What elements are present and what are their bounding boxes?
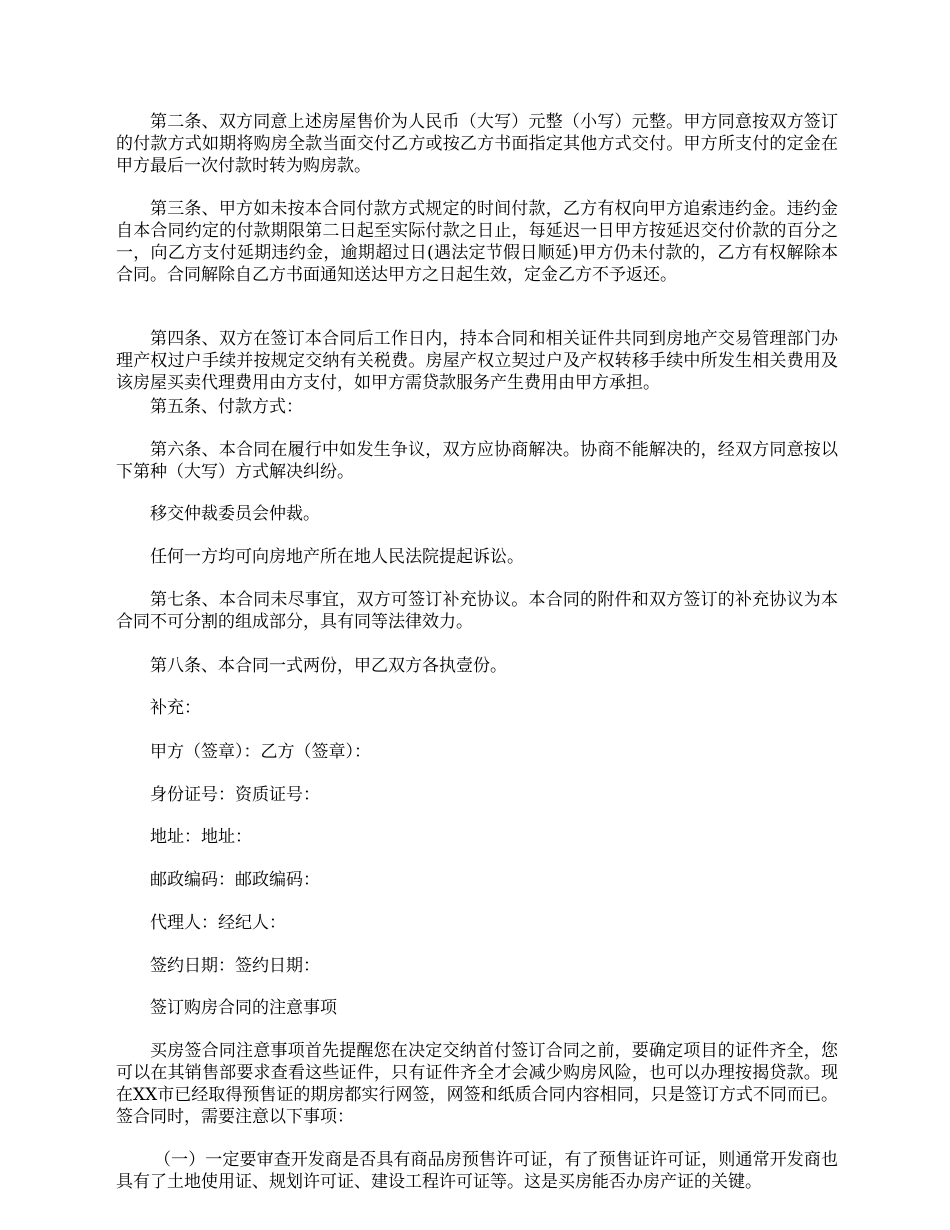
article-6-paragraph: 第六条、本合同在履行中如发生争议，双方应协商解决。协商不能解决的，经双方同意按以下第种（大写）方式解决纠纷。 [116, 440, 838, 482]
article-8-paragraph: 第八条、本合同一式两份，甲乙双方各执壹份。 [150, 656, 507, 676]
agent-line: 代理人：经纪人： [150, 913, 286, 933]
postcode-line: 邮政编码：邮政编码： [150, 870, 320, 890]
arbitration-option: 移交仲裁委员会仲裁。 [150, 504, 320, 524]
article-7-paragraph: 第七条、本合同未尽事宜，双方可签订补充协议。本合同的附件和双方签订的补充协议为本合同不可分割的组成部分，具有同等法律效力。 [116, 590, 838, 632]
article-4-paragraph: 第四条、双方在签订本合同后工作日内，持本合同和相关证件共同到房地产交易管理部门办理产权过户手续并按规定交纳有关税费。房屋产权立契过户及产权转移手续中所发生相关费用及该房屋买卖代理费用由方支付，如甲方需贷款服务产生费用由甲方承担。 [116, 329, 838, 393]
item-1-paragraph: （一）一定要审查开发商是否具有商品房预售许可证，有了预售证许可证，则通常开发商也具有了土地使用证、规划许可证、建设工程许可证等。这是买房能否办房产证的关键。 [116, 1150, 838, 1192]
address-line: 地址：地址： [150, 827, 252, 847]
article-2-paragraph: 第二条、双方同意上述房屋售价为人民币（大写）元整（小写）元整。甲方同意按双方签订的付款方式如期将购房全款当面交付乙方或按乙方书面指定其他方式交付。甲方所支付的定金在甲方最后一次付款时转为购房款。 [116, 112, 838, 176]
supplement-line: 补充： [150, 698, 201, 718]
litigation-option: 任何一方均可向房地产所在地人民法院提起诉讼。 [150, 547, 524, 567]
section-heading: 签订购房合同的注意事项 [150, 998, 337, 1018]
id-number-line: 身份证号：资质证号： [150, 785, 320, 805]
signing-date-line: 签约日期：签约日期： [150, 956, 320, 976]
notice-paragraph: 买房签合同注意事项首先提醒您在决定交纳首付签订合同之前，要确定项目的证件齐全，您可以在其销售部要求查看这些证件，只有证件齐全才会减少购房风险，也可以办理按揭贷款。现在XX市已经取得预售证的期房都实行网签，网签和纸质合同内容相同，只是签订方式不同而已。签合同时，需要注意以下事项： [116, 1041, 838, 1127]
signature-line: 甲方（签章）：乙方（签章）： [150, 742, 371, 762]
article-3-paragraph: 第三条、甲方如未按本合同付款方式规定的时间付款，乙方有权向甲方追索违约金。违约金自本合同约定的付款期限第二日起至实际付款之日止，每延迟一日甲方按延迟交付价款的百分之一，向乙方支付延期违约金，逾期超过日(遇法定节假日顺延)甲方仍未付款的，乙方有权解除本合同。合同解除自乙方书面通知送达甲方之日起生效，定金乙方不予返还。 [116, 199, 838, 285]
article-5-paragraph: 第五条、付款方式： [150, 397, 303, 417]
